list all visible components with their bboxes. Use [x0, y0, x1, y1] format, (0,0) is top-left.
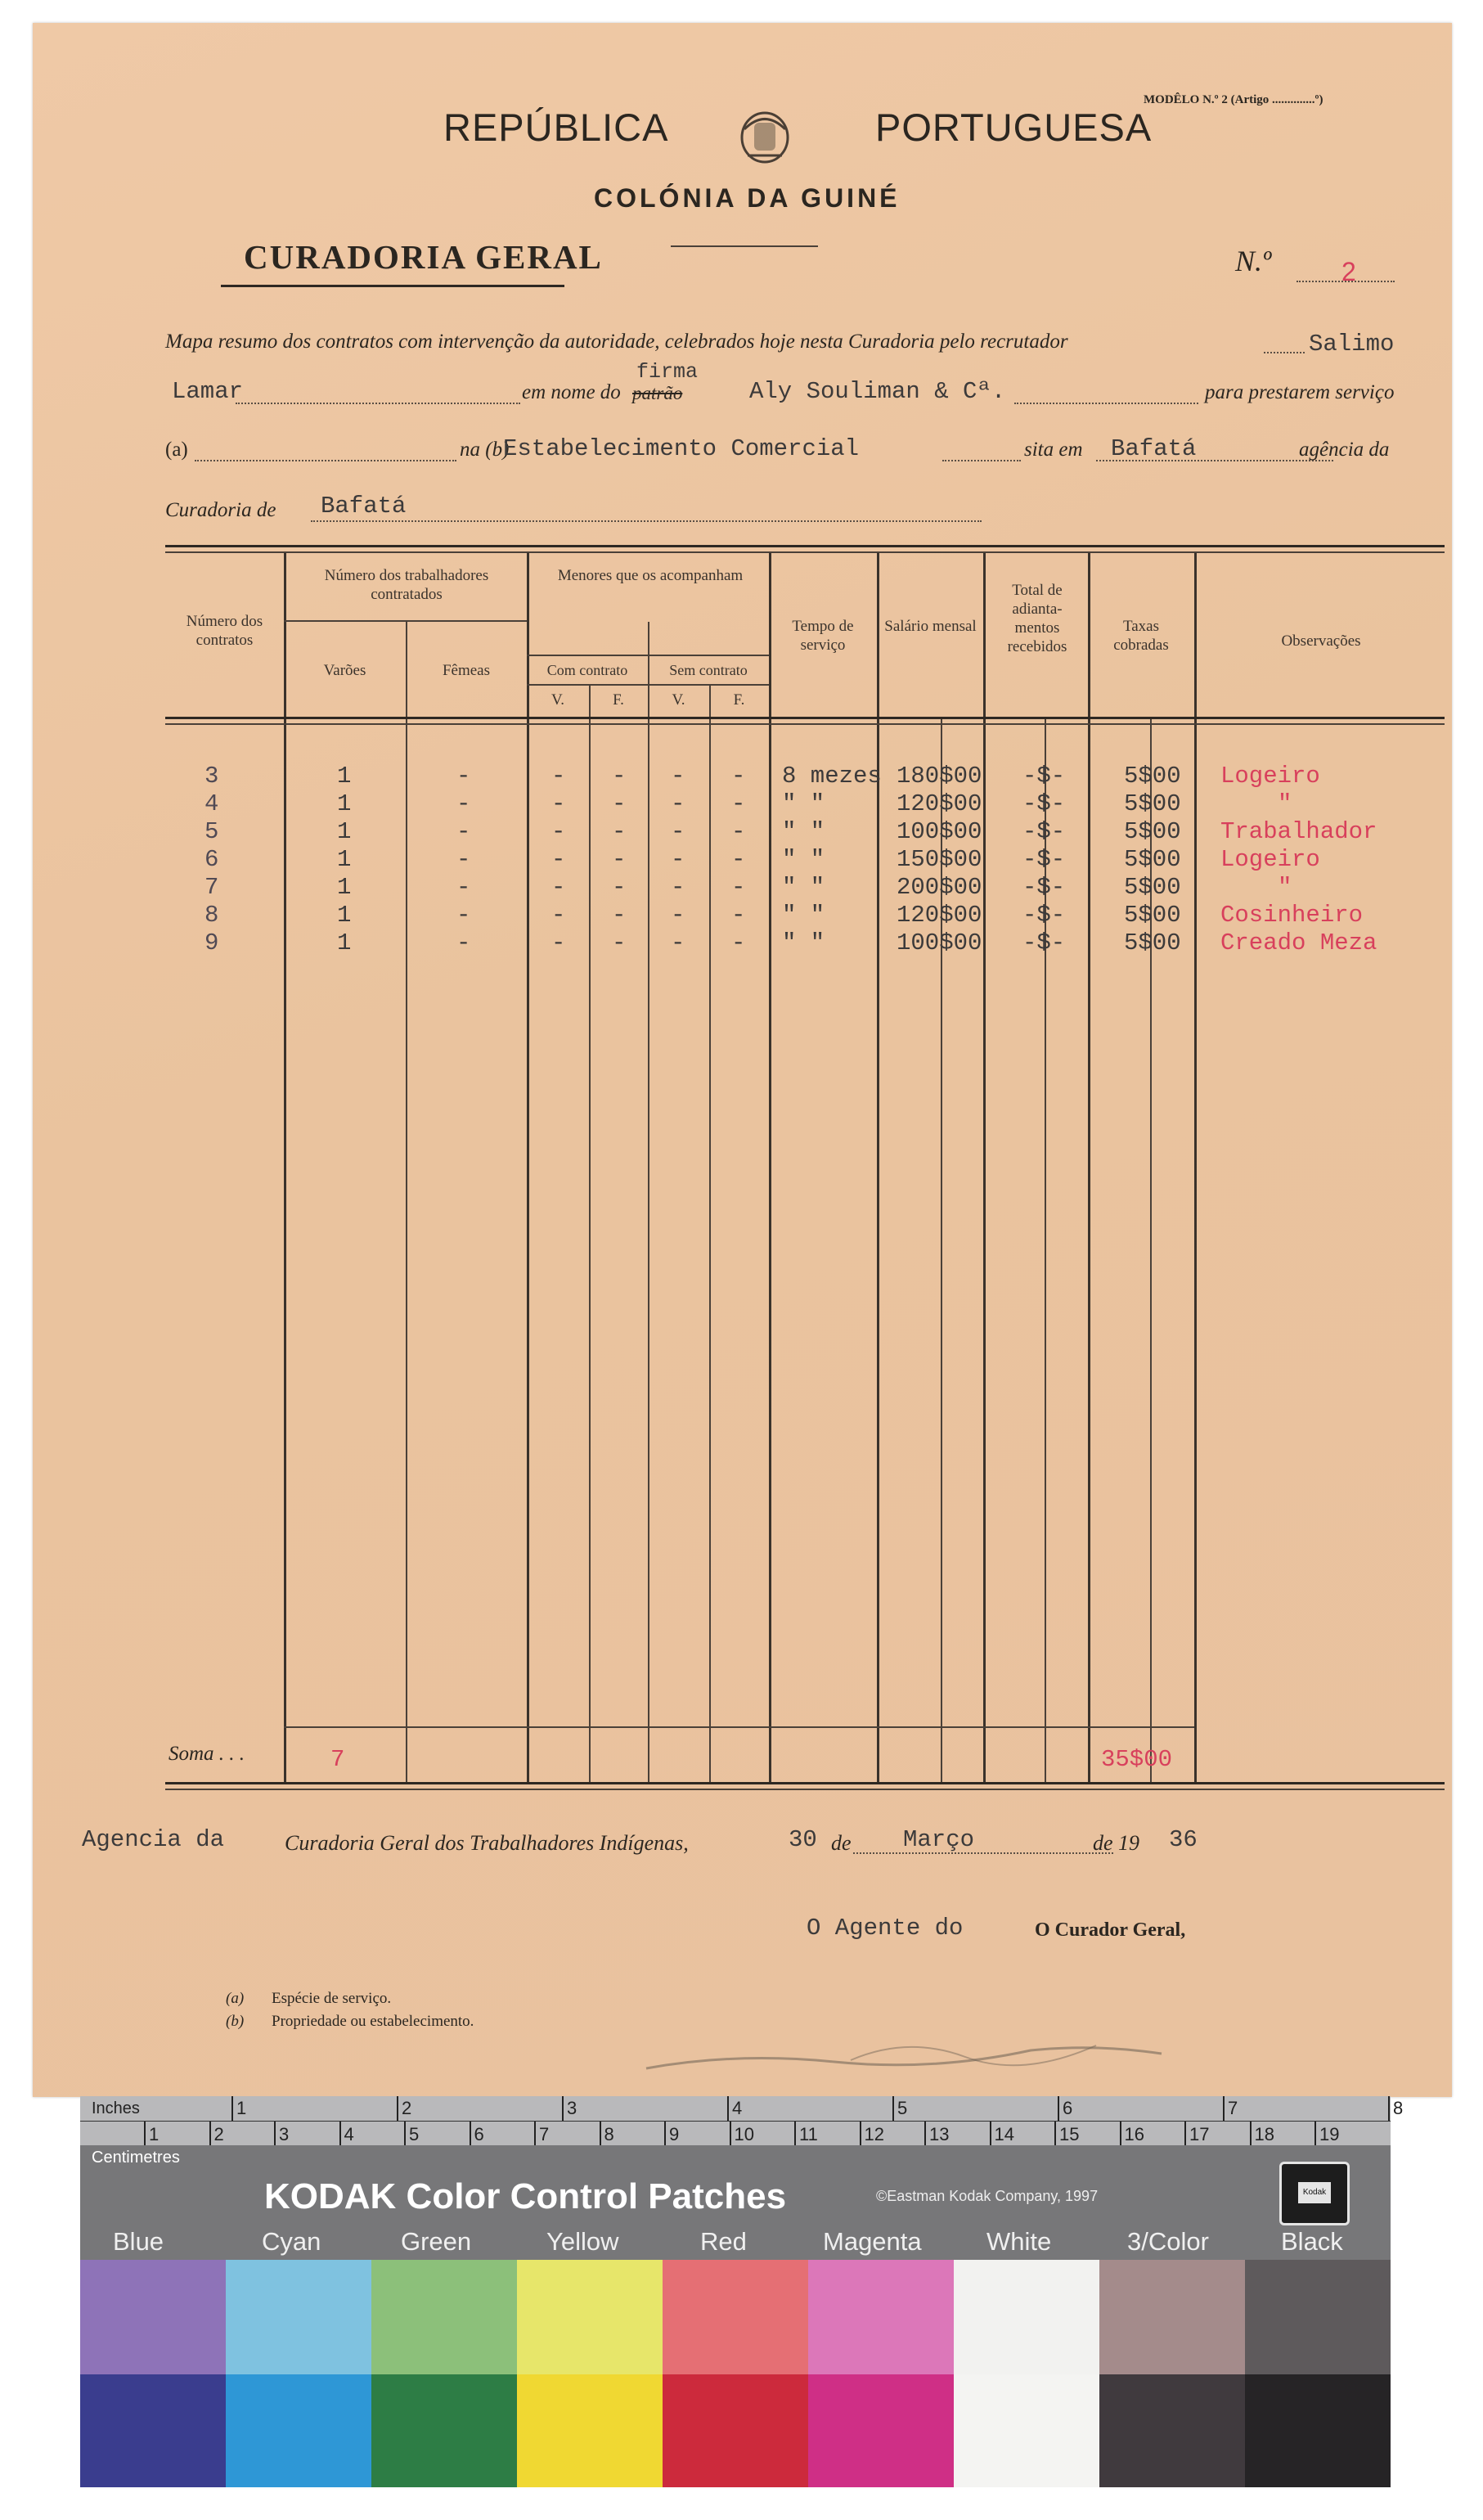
line3-dotline-b — [942, 460, 1021, 461]
inch-tick — [231, 2096, 233, 2121]
cm-tick-label: 6 — [474, 2124, 484, 2144]
header-cv: V. — [551, 691, 565, 709]
table-bottom-line-2 — [165, 1789, 1445, 1790]
col-line — [527, 553, 529, 1782]
table-row — [33, 874, 1452, 902]
estabelecimento: Estabelecimento Comercial — [503, 435, 860, 462]
numero-label: N.º — [1235, 245, 1272, 277]
cm-tick-label: 11 — [799, 2124, 818, 2144]
cell-sf: - — [731, 902, 746, 929]
header-salario: Salário mensal — [884, 618, 977, 635]
cell-taxa: 5$00 — [1124, 874, 1181, 901]
recrutador-part2: Lamar — [172, 378, 244, 405]
soma-varoes: 7 — [330, 1746, 345, 1773]
cm-tick — [1314, 2121, 1316, 2145]
color-patch-top — [808, 2260, 954, 2374]
cell-sv: - — [671, 874, 685, 901]
header-subline — [527, 655, 769, 656]
header-sv: V. — [672, 691, 685, 709]
cell-taxa: 5$00 — [1124, 763, 1181, 790]
cell-femeas: - — [456, 763, 471, 790]
header-bottom-line — [165, 717, 1445, 719]
cell-varoes: 1 — [337, 790, 352, 817]
cell-cv: - — [551, 763, 566, 790]
header-divider — [671, 245, 818, 247]
inch-tick-label: 3 — [567, 2098, 577, 2118]
kodak-color-strip — [80, 2096, 1404, 2260]
cell-varoes: 1 — [337, 763, 352, 790]
document-sheet — [33, 23, 1452, 2097]
cm-tick — [144, 2121, 146, 2145]
color-patch-bottom — [1099, 2374, 1245, 2487]
cell-numero: 5 — [204, 818, 219, 845]
inches-label: Inches — [92, 2099, 140, 2117]
cm-tick-label: 19 — [1319, 2124, 1340, 2144]
colonia-heading: COLÓNIA DA GUINÉ — [594, 183, 901, 213]
color-patch-top — [954, 2260, 1099, 2374]
cell-numero: 7 — [204, 874, 219, 901]
color-patch-bottom — [663, 2374, 808, 2487]
table-row — [33, 790, 1452, 818]
cm-tick-label: 8 — [604, 2124, 614, 2144]
cm-tick-label: 18 — [1254, 2124, 1274, 2144]
color-patch-top — [80, 2260, 226, 2374]
cell-cf: - — [612, 763, 627, 790]
header-subline — [527, 684, 769, 686]
header-subline — [284, 620, 527, 622]
cell-adiant: -$- — [1022, 902, 1066, 929]
color-patch-bottom — [808, 2374, 954, 2487]
cell-taxa: 5$00 — [1124, 846, 1181, 873]
cm-tick-label: 16 — [1124, 2124, 1144, 2144]
footer-curador-geral: O Curador Geral, — [1035, 1919, 1186, 1941]
header-com-contrato: Com contrato — [546, 662, 628, 678]
table-row — [33, 929, 1452, 957]
col-line — [1088, 553, 1090, 1782]
cm-tick-label: 14 — [994, 2124, 1014, 2144]
cell-tempo: " " — [782, 790, 825, 817]
cell-salario: 120$00 — [897, 902, 982, 929]
cell-adiant: -$- — [1022, 874, 1066, 901]
patch-label: Magenta — [823, 2227, 922, 2256]
table-row — [33, 846, 1452, 874]
color-patch-top — [1099, 2260, 1245, 2374]
header-tempo: Tempo de serviço — [792, 618, 854, 654]
cell-obs: Trabalhador — [1220, 818, 1377, 845]
header-menores: Menores que os acompanham — [557, 567, 744, 584]
cell-cf: - — [612, 929, 627, 956]
centimetres-label: Centimetres — [92, 2149, 180, 2167]
modelo-label: MODÊLO N.º 2 (Artigo ..............º) — [1144, 93, 1323, 106]
local: Bafatá — [1111, 435, 1197, 462]
cell-varoes: 1 — [337, 902, 352, 929]
inch-tick — [892, 2096, 894, 2121]
cell-obs: Creado Meza — [1220, 929, 1377, 956]
cm-tick — [534, 2121, 536, 2145]
cell-numero: 9 — [204, 929, 219, 956]
footer-curadoria-text: Curadoria Geral dos Trabalhadores Indígenas, — [285, 1831, 689, 1855]
cell-cf: - — [612, 818, 627, 845]
na-b-label: na (b) — [460, 439, 510, 461]
cell-varoes: 1 — [337, 846, 352, 873]
header-observacoes: Observações — [1281, 632, 1361, 650]
cell-salario: 120$00 — [897, 790, 982, 817]
cm-tick — [1120, 2121, 1121, 2145]
cell-cf: - — [612, 790, 627, 817]
cell-cf: - — [612, 902, 627, 929]
patch-label: 3/Color — [1127, 2227, 1209, 2256]
note-b-key: (b) — [226, 2013, 245, 2030]
cell-cv: - — [551, 790, 566, 817]
header-cf: F. — [613, 691, 624, 709]
color-patch-bottom — [517, 2374, 663, 2487]
cm-tick — [794, 2121, 796, 2145]
line3-dotline-a — [195, 460, 456, 461]
cm-tick-label: 3 — [279, 2124, 290, 2144]
cell-tempo: " " — [782, 929, 825, 956]
intro-text: Mapa resumo dos contratos com intervenção da autoridade, celebrados hoje nesta Curadoria pelo recrutador — [165, 331, 1068, 353]
cell-obs: " — [1278, 874, 1292, 901]
cell-salario: 100$00 — [897, 818, 982, 845]
cm-tick — [600, 2121, 601, 2145]
cm-tick — [990, 2121, 991, 2145]
inch-tick — [397, 2096, 398, 2121]
color-patch-top — [1245, 2260, 1391, 2374]
ruler-scale — [80, 2096, 1404, 2145]
table-top-line — [165, 545, 1445, 547]
cell-tempo: " " — [782, 818, 825, 845]
cell-obs: Logeiro — [1220, 846, 1320, 873]
header-sf: F. — [733, 691, 745, 709]
cell-numero: 6 — [204, 846, 219, 873]
table-row — [33, 902, 1452, 929]
inch-tick — [562, 2096, 564, 2121]
cm-tick — [730, 2121, 731, 2145]
header-bottom-line-2 — [165, 723, 1445, 725]
cell-sv: - — [671, 790, 685, 817]
cm-tick — [924, 2121, 926, 2145]
soma-taxas: 35$00 — [1101, 1746, 1173, 1773]
patch-label: Cyan — [262, 2227, 321, 2256]
color-patch-top — [371, 2260, 517, 2374]
cell-adiant: -$- — [1022, 929, 1066, 956]
para-prestarem: para prestarem serviço — [1205, 381, 1395, 403]
patch-label: White — [986, 2227, 1052, 2256]
cell-sv: - — [671, 929, 685, 956]
cell-sv: - — [671, 763, 685, 790]
cm-tick-label: 7 — [539, 2124, 550, 2144]
kodak-title: KODAK Color Control Patches — [264, 2176, 787, 2216]
color-patch-bottom — [371, 2374, 517, 2487]
header-adiantamentos: Total de adianta- mentos recebidos — [1007, 582, 1067, 655]
cm-tick — [470, 2121, 471, 2145]
cm-tick-label: 12 — [864, 2124, 884, 2144]
cell-tempo: 8 mezes — [782, 763, 882, 790]
recrutador-dotline — [1264, 352, 1305, 353]
patch-label: Blue — [113, 2227, 164, 2256]
inch-tick-label: 2 — [402, 2098, 412, 2118]
table-top-line-2 — [165, 551, 1445, 553]
cell-taxa: 5$00 — [1124, 818, 1181, 845]
cell-tempo: " " — [782, 874, 825, 901]
cell-obs: Cosinheiro — [1220, 902, 1364, 929]
inch-tick — [1223, 2096, 1225, 2121]
inch-tick-label: 8 — [1393, 2098, 1404, 2118]
cm-tick-label: 10 — [734, 2124, 754, 2144]
cell-sv: - — [671, 846, 685, 873]
line4-dotline — [311, 520, 982, 522]
cell-sf: - — [731, 846, 746, 873]
patch-label: Yellow — [546, 2227, 619, 2256]
inch-tick-label: 7 — [1228, 2098, 1238, 2118]
cm-tick — [339, 2121, 341, 2145]
cell-numero: 3 — [204, 763, 219, 790]
cell-sf: - — [731, 929, 746, 956]
inch-tick-label: 4 — [732, 2098, 743, 2118]
cm-tick — [274, 2121, 276, 2145]
cell-varoes: 1 — [337, 874, 352, 901]
cell-sv: - — [671, 818, 685, 845]
note-b-text: Propriedade ou estabelecimento. — [272, 2013, 474, 2030]
soma-label: Soma . . . — [169, 1743, 245, 1765]
cell-cv: - — [551, 902, 566, 929]
agencia-da: agência da — [1299, 439, 1390, 461]
em-nome-do: em nome do — [522, 381, 621, 403]
cell-taxa: 5$00 — [1124, 902, 1181, 929]
header-numero: Número dos contratos — [186, 613, 263, 649]
cell-salario: 150$00 — [897, 846, 982, 873]
cm-tick-label: 17 — [1189, 2124, 1210, 2144]
footer-month: Março — [903, 1826, 975, 1853]
cm-tick — [1250, 2121, 1252, 2145]
footer-de1: de — [831, 1831, 852, 1855]
line2-dotline-b — [1014, 403, 1198, 404]
color-patch-bottom — [1245, 2374, 1391, 2487]
table-row — [33, 818, 1452, 846]
cm-tick — [860, 2121, 861, 2145]
color-patch-top — [517, 2260, 663, 2374]
col-line — [284, 553, 286, 1782]
cell-sf: - — [731, 763, 746, 790]
firma-word: firma — [636, 360, 699, 384]
curadoria-local: Bafatá — [321, 493, 407, 520]
cell-sv: - — [671, 902, 685, 929]
table-bottom-line — [165, 1782, 1445, 1784]
footer-year: 36 — [1169, 1826, 1198, 1853]
inch-tick — [1058, 2096, 1059, 2121]
patch-label: Red — [700, 2227, 747, 2256]
inch-tick — [727, 2096, 729, 2121]
cell-cv: - — [551, 846, 566, 873]
firma-name: Aly Souliman & Cª. — [749, 378, 1006, 405]
cell-taxa: 5$00 — [1124, 929, 1181, 956]
kodak-copyright: ©Eastman Kodak Company, 1997 — [876, 2188, 1099, 2204]
recrutador-part1: Salimo — [1309, 331, 1395, 358]
color-patch-bottom — [226, 2374, 371, 2487]
color-patch-bottom — [954, 2374, 1099, 2487]
cell-adiant: -$- — [1022, 846, 1066, 873]
cell-obs: " — [1278, 790, 1292, 817]
table-row — [33, 763, 1452, 790]
patch-label: Black — [1281, 2227, 1343, 2256]
line2-dotline-a — [236, 403, 520, 404]
cell-numero: 4 — [204, 790, 219, 817]
header-femeas: Fêmeas — [442, 662, 491, 679]
header-varoes: Varões — [323, 662, 366, 679]
cm-tick — [1184, 2121, 1186, 2145]
cell-femeas: - — [456, 874, 471, 901]
cell-numero: 8 — [204, 902, 219, 929]
cell-adiant: -$- — [1022, 763, 1066, 790]
cell-sf: - — [731, 874, 746, 901]
cell-varoes: 1 — [337, 929, 352, 956]
cell-femeas: - — [456, 929, 471, 956]
cell-taxa: 5$00 — [1124, 790, 1181, 817]
cm-tick-label: 13 — [929, 2124, 950, 2144]
cm-tick-label: 2 — [213, 2124, 224, 2144]
col-line — [983, 553, 986, 1782]
cell-tempo: " " — [782, 846, 825, 873]
republica-heading: REPÚBLICA — [443, 106, 669, 149]
cm-tick-label: 15 — [1059, 2124, 1080, 2144]
header-sem-contrato: Sem contrato — [669, 662, 748, 678]
cell-sf: - — [731, 790, 746, 817]
cell-femeas: - — [456, 846, 471, 873]
numero-value: 2 — [1341, 257, 1356, 286]
curadoria-de: Curadoria de — [165, 499, 276, 521]
footer-agente-do: O Agente do — [807, 1915, 964, 1942]
cell-cf: - — [612, 874, 627, 901]
cell-cv: - — [551, 874, 566, 901]
soma-line — [284, 1726, 1194, 1728]
patch-label: Green — [401, 2227, 472, 2256]
header-taxas: Taxas cobradas — [1113, 618, 1169, 654]
cell-tempo: " " — [782, 902, 825, 929]
signature-scribble — [638, 2019, 1260, 2085]
footer-de2: de 19 — [1093, 1831, 1140, 1855]
inch-tick — [1388, 2096, 1390, 2121]
col-line — [769, 553, 771, 1782]
cm-tick-label: 9 — [669, 2124, 680, 2144]
inch-tick-label: 1 — [236, 2098, 247, 2118]
note-a-key: (a) — [226, 1990, 245, 2007]
patrao-struck: patrão — [632, 383, 683, 403]
cell-adiant: -$- — [1022, 818, 1066, 845]
footer-agencia-da: Agencia da — [82, 1826, 225, 1853]
header-trabalhadores: Número dos trabalhadores contratados — [324, 567, 489, 603]
cell-obs: Logeiro — [1220, 763, 1320, 790]
curadoria-underline — [221, 285, 564, 287]
color-patch-bottom — [80, 2374, 226, 2487]
a-label: (a) — [165, 439, 188, 461]
cell-cf: - — [612, 846, 627, 873]
col-line — [1194, 553, 1197, 1782]
color-patch-top — [663, 2260, 808, 2374]
cell-cv: - — [551, 929, 566, 956]
portuguesa-heading: PORTUGUESA — [875, 106, 1153, 149]
footer-month-dotline — [853, 1852, 1113, 1854]
cell-femeas: - — [456, 818, 471, 845]
curadoria-title: CURADORIA GERAL — [244, 238, 603, 276]
footer-day: 30 — [789, 1826, 817, 1853]
cell-sf: - — [731, 818, 746, 845]
cm-tick — [404, 2121, 406, 2145]
cm-tick — [664, 2121, 666, 2145]
col-line — [877, 553, 879, 1782]
cell-femeas: - — [456, 790, 471, 817]
cell-salario: 100$00 — [897, 929, 982, 956]
sita-em: sita em — [1024, 439, 1083, 461]
cell-salario: 200$00 — [897, 874, 982, 901]
kodak-logo: Kodak — [1279, 2162, 1350, 2225]
cell-cv: - — [551, 818, 566, 845]
coat-of-arms — [738, 105, 792, 170]
cell-salario: 180$00 — [897, 763, 982, 790]
cell-femeas: - — [456, 902, 471, 929]
cell-adiant: -$- — [1022, 790, 1066, 817]
cm-tick-label: 1 — [149, 2124, 160, 2144]
cm-tick-label: 4 — [344, 2124, 354, 2144]
inch-tick-label: 6 — [1063, 2098, 1073, 2118]
ruler-divider — [80, 2121, 1391, 2122]
color-patch-top — [226, 2260, 371, 2374]
cell-varoes: 1 — [337, 818, 352, 845]
cm-tick-label: 5 — [409, 2124, 420, 2144]
note-a-text: Espécie de serviço. — [272, 1990, 392, 2007]
inch-tick-label: 5 — [897, 2098, 908, 2118]
cm-tick — [209, 2121, 211, 2145]
cm-tick — [1054, 2121, 1056, 2145]
